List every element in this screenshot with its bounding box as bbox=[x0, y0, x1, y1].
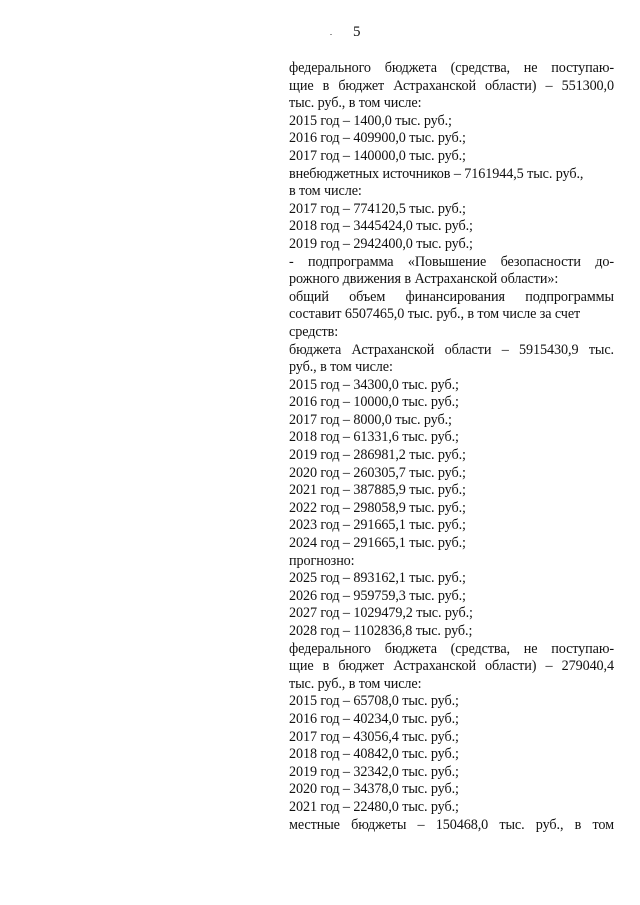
page-number: 5 bbox=[353, 24, 361, 40]
text-line: федерального бюджета (средства, не поступаю- bbox=[289, 60, 614, 76]
text-line: внебюджетных источников – 7161944,5 тыс. руб., bbox=[289, 165, 584, 182]
text-line: 2015 год – 34300,0 тыс. руб.; bbox=[289, 376, 459, 393]
text-line: рожного движения в Астраханской области»: bbox=[289, 271, 559, 288]
text-line: тыс. руб., в том числе: bbox=[289, 675, 422, 692]
text-line: 2017 год – 43056,4 тыс. руб.; bbox=[289, 728, 459, 745]
text-line: 2015 год – 1400,0 тыс. руб.; bbox=[289, 112, 452, 129]
text-line: 2020 год – 34378,0 тыс. руб.; bbox=[289, 781, 459, 798]
text-line: средств: bbox=[289, 323, 339, 340]
text-line: 2018 год – 40842,0 тыс. руб.; bbox=[289, 746, 459, 763]
text-line: федерального бюджета (средства, не поступаю- bbox=[289, 640, 614, 657]
text-line: 2022 год – 298058,9 тыс. руб.; bbox=[289, 499, 466, 516]
text-line: 2019 год – 2942400,0 тыс. руб.; bbox=[289, 235, 473, 252]
text-line: 2017 год – 8000,0 тыс. руб.; bbox=[289, 411, 452, 428]
text-line: составит 6507465,0 тыс. руб., в том числе за счет bbox=[289, 306, 581, 323]
document-text-column bbox=[289, 60, 614, 834]
text-line: 2026 год – 959759,3 тыс. руб.; bbox=[289, 587, 466, 604]
text-line: 2019 год – 286981,2 тыс. руб.; bbox=[289, 447, 466, 464]
text-line: 2028 год – 1102836,8 тыс. руб.; bbox=[289, 623, 473, 639]
text-line: 2016 год – 40234,0 тыс. руб.; bbox=[289, 710, 459, 727]
text-line: щие в бюджет Астраханской области) – 279040,4 bbox=[289, 658, 614, 675]
text-line: - подпрограмма «Повышение безопасности до- bbox=[289, 253, 614, 270]
text-line: 2017 год – 140000,0 тыс. руб.; bbox=[289, 147, 466, 164]
text-line: 2024 год – 291665,1 тыс. руб.; bbox=[289, 535, 466, 552]
text-line: тыс. руб., в том числе: bbox=[289, 95, 422, 112]
text-line: бюджета Астраханской области – 5915430,9 тыс. bbox=[289, 341, 614, 358]
text-line: руб., в том числе: bbox=[289, 359, 393, 376]
text-line: 2021 год – 387885,9 тыс. руб.; bbox=[289, 482, 466, 499]
text-line: 2015 год – 65708,0 тыс. руб.; bbox=[289, 693, 459, 710]
text-line: 2019 год – 32342,0 тыс. руб.; bbox=[289, 763, 459, 780]
text-line: местные бюджеты – 150468,0 тыс. руб., в том bbox=[289, 816, 614, 833]
text-line: 2023 год – 291665,1 тыс. руб.; bbox=[289, 517, 466, 534]
text-line: 2016 год – 409900,0 тыс. руб.; bbox=[289, 130, 466, 147]
text-line: 2027 год – 1029479,2 тыс. руб.; bbox=[289, 605, 473, 622]
text-line: 2018 год – 3445424,0 тыс. руб.; bbox=[289, 218, 473, 235]
text-line: 2017 год – 774120,5 тыс. руб.; bbox=[289, 200, 466, 217]
text-line: 2018 год – 61331,6 тыс. руб.; bbox=[289, 429, 459, 446]
text-line: 2025 год – 893162,1 тыс. руб.; bbox=[289, 570, 466, 587]
text-line: общий объем финансирования подпрограммы bbox=[289, 288, 614, 305]
text-line: щие в бюджет Астраханской области) – 551300,0 bbox=[289, 77, 614, 94]
text-line: в том числе: bbox=[289, 183, 362, 200]
text-line: 2016 год – 10000,0 тыс. руб.; bbox=[289, 394, 459, 411]
text-line: 2020 год – 260305,7 тыс. руб.; bbox=[289, 464, 466, 481]
text-line: прогнозно: bbox=[289, 552, 355, 569]
text-line: 2021 год – 22480,0 тыс. руб.; bbox=[289, 798, 459, 815]
scan-speck bbox=[330, 34, 332, 35]
